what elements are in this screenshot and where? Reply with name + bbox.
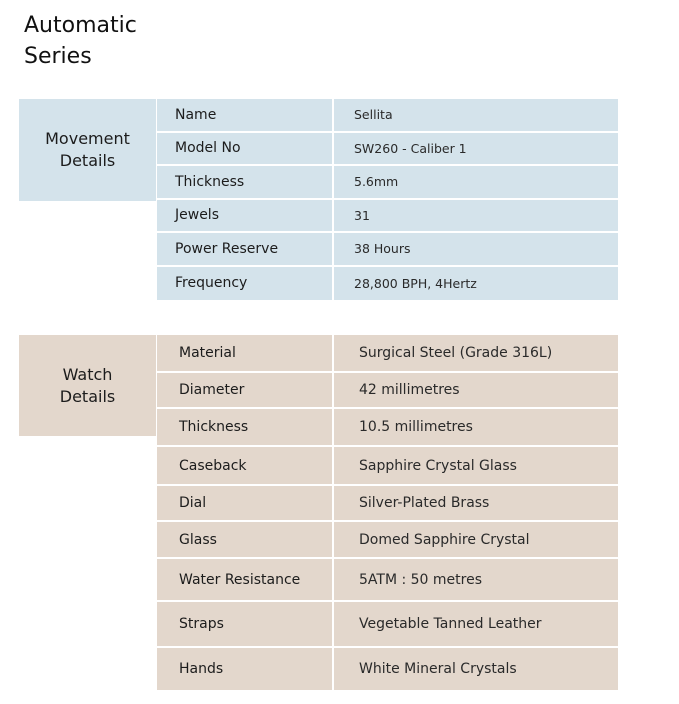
table-row <box>157 166 618 200</box>
spec-value: Surgical Steel (Grade 316L) <box>359 345 553 361</box>
spec-value: Silver-Plated Brass <box>359 495 490 511</box>
spec-value: White Mineral Crystals <box>359 661 517 677</box>
spec-value: 5ATM : 50 metres <box>359 571 483 588</box>
spec-value: 10.5 millimetres <box>359 419 473 435</box>
watch-details-label: Watch Details <box>19 335 156 436</box>
table-row <box>157 486 618 522</box>
spec-name: Dial <box>157 486 334 520</box>
spec-value: Vegetable Tanned Leather <box>359 616 542 632</box>
movement-details-label: Movement Details <box>19 99 156 201</box>
spec-value: 5.6mm <box>354 174 399 190</box>
spec-name: Material <box>157 335 334 371</box>
spec-name: Diameter <box>157 373 334 407</box>
spec-value: SW260 - Caliber 1 <box>354 140 467 156</box>
spec-name: Name <box>157 99 334 131</box>
table-row <box>157 335 618 373</box>
spec-name: Jewels <box>157 200 334 232</box>
spec-name: Water Resistance <box>157 559 334 600</box>
watch-details-table <box>157 335 618 690</box>
spec-value: 38 Hours <box>354 241 411 257</box>
table-row <box>157 373 618 409</box>
table-row <box>157 233 618 267</box>
table-row <box>157 409 618 447</box>
table-row <box>157 267 618 301</box>
table-row <box>157 648 618 690</box>
spec-value: 31 <box>354 207 370 223</box>
table-row <box>157 522 618 559</box>
spec-value: 42 millimetres <box>359 382 460 398</box>
table-row <box>157 200 618 234</box>
spec-name: Frequency <box>157 267 334 301</box>
table-row <box>157 99 618 133</box>
spec-value: 28,800 BPH, 4Hertz <box>354 275 477 291</box>
spec-name: Model No <box>157 133 334 165</box>
spec-name: Straps <box>157 602 334 646</box>
spec-name: Caseback <box>157 447 334 484</box>
movement-details-table <box>157 99 618 299</box>
table-row <box>157 602 618 648</box>
table-row <box>157 559 618 602</box>
spec-name: Thickness <box>157 166 334 198</box>
table-row <box>157 133 618 167</box>
spec-name: Thickness <box>157 409 334 445</box>
spec-name: Glass <box>157 522 334 557</box>
spec-name: Hands <box>157 648 334 690</box>
page-title: Automatic Series <box>24 13 137 69</box>
table-row <box>157 447 618 486</box>
spec-name: Power Reserve <box>157 233 334 265</box>
spec-value: Sellita <box>354 107 393 123</box>
spec-value: Domed Sapphire Crystal <box>359 531 530 548</box>
spec-value: Sapphire Crystal Glass <box>359 457 517 474</box>
